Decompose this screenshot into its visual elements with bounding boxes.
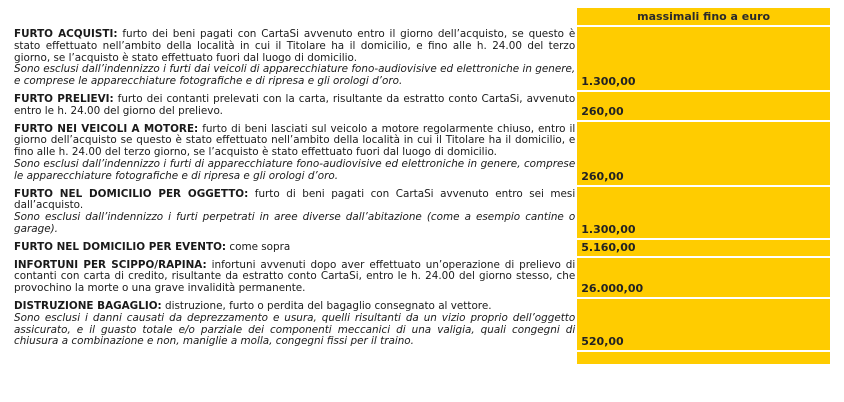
footer-cell — [577, 352, 830, 364]
row-title: FURTO NEL DOMICILIO PER OGGETTO: — [14, 187, 249, 200]
row-amount: 1.300,00 — [577, 187, 830, 238]
table-row — [10, 240, 830, 258]
row-description — [10, 27, 575, 90]
table-footer-row — [10, 352, 830, 366]
coverage-table — [10, 8, 830, 366]
row-text: come sopra — [226, 240, 291, 253]
row-description — [10, 187, 575, 238]
row-text: furto dei beni pagati con CartaSi avvenuto entro il giorno dell’acquisto, se questo è stato effettuato nell’ambito della località in cui il Titolare ha il domicilio, e fino alle h. 24.00 del terzo giorno, se l’acquisto è stato effettuato fuori dal luogo di domicilio. — [14, 28, 576, 64]
row-description — [10, 92, 575, 120]
table-row — [10, 258, 830, 299]
table-row — [10, 122, 830, 187]
row-description — [10, 258, 575, 297]
row-title: INFORTUNI PER SCIPPO/RAPINA: — [14, 258, 207, 271]
row-exclusion-note: Sono esclusi i danni causati da deprezzamento e usura, quelli risultanti da un vizio proprio dell’oggetto assicurato, e il guasto totale e/o parziale dei componenti meccanici di una valigia, quali congegni di chiusura a combinazione e non, maniglie a molla, congegni fissi per il traino. — [14, 311, 576, 348]
row-text: furto di beni pagati con CartaSi avvenuto entro sei mesi dall’acquisto. — [14, 187, 576, 212]
row-title: FURTO PRELIEVI: — [14, 92, 114, 105]
footer-spacer — [10, 352, 575, 364]
row-description — [10, 299, 575, 350]
row-exclusion-note: Sono esclusi dall’indennizzo i furti perpetrati in aree diverse dall’abitazione (come a esempio cantine o garage). — [14, 211, 576, 235]
row-exclusion-note: Sono esclusi dall’indennizzo i furti dai veicoli di apparecchiature fono-audiovisive ed elettroniche in genere, e comprese le apparecchiature fotografiche e di ripresa e gli orologi d’oro. — [14, 63, 576, 88]
table-row — [10, 27, 830, 92]
row-title: FURTO ACQUISTI: — [14, 28, 118, 40]
header-spacer — [10, 8, 575, 25]
limits-column-header: massimali fino a euro — [577, 8, 830, 25]
row-amount: 1.300,00 — [577, 27, 830, 90]
row-exclusion-note: Sono esclusi dall’indennizzo i furti di apparecchiature fono-audiovisive ed elettroniche in genere, comprese le apparecchiature fotografiche e di ripresa e gli orologi d’oro. — [14, 157, 576, 182]
row-amount: 5.160,00 — [577, 240, 830, 256]
row-amount: 520,00 — [577, 299, 830, 350]
row-text: furto dei contanti prelevati con la carta, risultante da estratto conto CartaSi, avvenuto entro le h. 24.00 del giorno del prelievo. — [14, 92, 576, 117]
row-description — [10, 122, 575, 185]
row-title: DISTRUZIONE BAGAGLIO: — [14, 299, 162, 312]
row-amount: 260,00 — [577, 92, 830, 120]
row-text: infortuni avvenuti dopo aver effettuato un’operazione di prelievo di contanti con carta di credito, risultante da estratto conto CartaSi, entro le h. 24.00 del giorno stesso, che provochino la morte o una grave invalidità permanente. — [14, 258, 576, 295]
row-amount: 26.000,00 — [577, 258, 830, 297]
row-amount: 260,00 — [577, 122, 830, 185]
row-text: furto di beni lasciati sul veicolo a motore regolarmente chiuso, entro il giorno dell’acquisto se questo è stato effettuato nell’ambito della località in cui il Titolare ha il domicilio, e fino alle h. 24.00 del terzo giorno, se l’acquisto è stato effettuato fuori dal luogo di domicilio. — [14, 122, 576, 159]
table-row — [10, 187, 830, 240]
table-row — [10, 92, 830, 122]
row-title: FURTO NEL DOMICILIO PER EVENTO: — [14, 240, 227, 253]
table-header-row — [10, 8, 830, 27]
row-description — [10, 240, 575, 256]
table-row — [10, 299, 830, 352]
row-title: FURTO NEI VEICOLI A MOTORE: — [14, 122, 199, 135]
row-text: distruzione, furto o perdita del bagaglio consegnato al vettore. — [161, 299, 492, 312]
